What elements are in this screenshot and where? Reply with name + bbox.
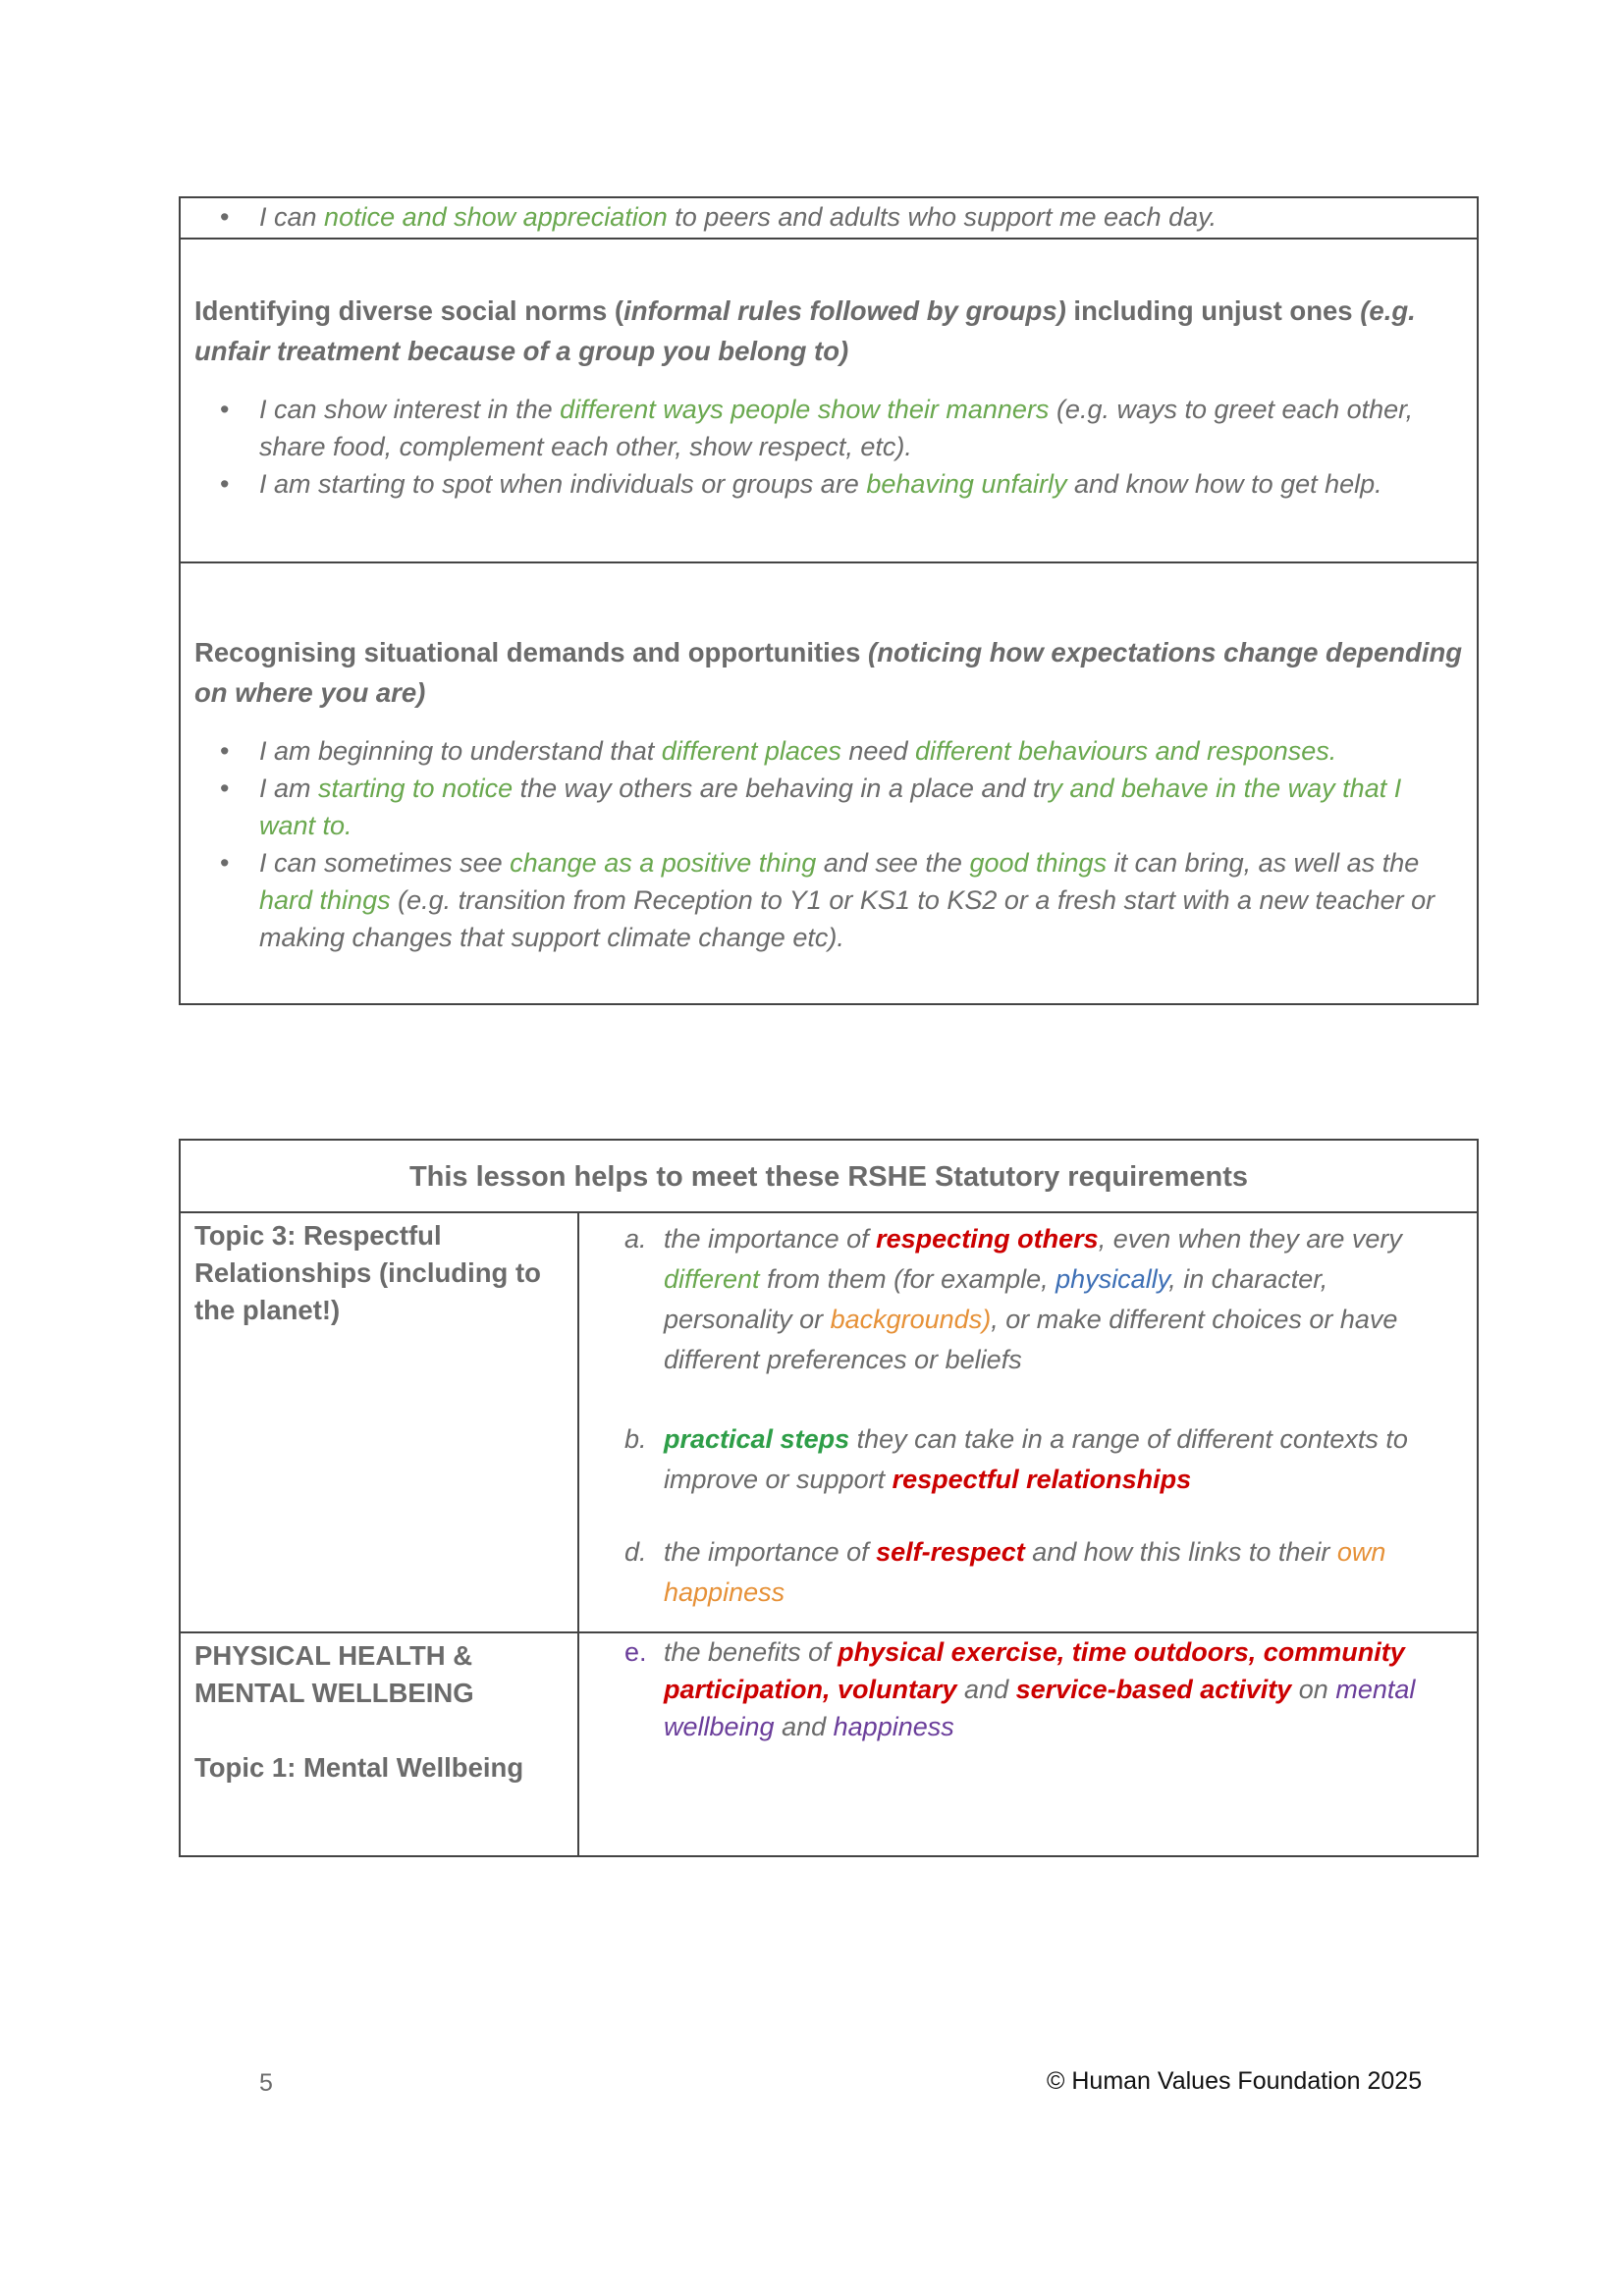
category-label: PHYSICAL HEALTH & MENTAL WELLBEING	[194, 1640, 474, 1708]
outcomes-row-social-norms	[181, 238, 1477, 561]
requirements-list	[579, 1633, 1477, 1855]
page-number: 5	[259, 2069, 273, 2097]
section-heading: Recognising situational demands and opportunities (noticing how expectations change depending on where you are)	[194, 637, 1463, 708]
requirements-title: This lesson helps to meet these RSHE Statutory requirements	[181, 1141, 1477, 1213]
bullet-list	[181, 198, 1477, 236]
bullet-list	[194, 732, 1463, 956]
list-item: • I am starting to spot when individuals or groups are behaving unfairly and know how to get help.	[259, 465, 1463, 503]
topic-label: Topic 3: Respectful Relationships (including to the planet!)	[181, 1213, 579, 1631]
list-item: • I can sometimes see change as a positive thing and see the good things it can bring, as well as the hard things (e.g. transition from Reception to Y1 or KS1 to KS2 or a fresh start with a new teacher or making changes that support climate change etc).	[259, 844, 1463, 956]
requirement-item-d: d. the importance of self-respect and how this links to their own happiness	[624, 1537, 1386, 1607]
requirement-item-e: e. the benefits of physical exercise, time outdoors, community participation, voluntary and service-based activity on mental wellbeing and happiness	[624, 1637, 1416, 1741]
requirements-table	[179, 1139, 1479, 1857]
requirements-list	[579, 1213, 1477, 1631]
requirement-item-a: a. the importance of respecting others, even when they are very different from them (for example, physically, in character, personality or backgrounds), or make different choices or have different preferences or beliefs	[624, 1224, 1402, 1374]
list-item: • I can notice and show appreciation to peers and adults who support me each day.	[259, 198, 1477, 236]
requirements-row-wellbeing	[181, 1633, 1477, 1855]
requirements-row-respectful-relationships	[181, 1213, 1477, 1633]
list-item: • I can show interest in the different ways people show their manners (e.g. ways to greet each other, share food, complement each other, show respect, etc).	[259, 391, 1463, 465]
topic-label	[181, 1633, 579, 1855]
requirement-item-b: b. practical steps they can take in a range of different contexts to improve or support respectful relationships	[624, 1424, 1408, 1494]
outcomes-row-situational	[181, 561, 1477, 1005]
topic-sub-label: Topic 1: Mental Wellbeing	[194, 1752, 524, 1783]
outcomes-table	[179, 196, 1479, 1005]
copyright-notice: © Human Values Foundation 2025	[1047, 2067, 1423, 2095]
outcomes-row-appreciation	[181, 198, 1477, 238]
bullet-list	[194, 391, 1463, 503]
list-item: • I am beginning to understand that different places need different behaviours and responses.	[259, 732, 1463, 770]
section-heading: Identifying diverse social norms (informal rules followed by groups) including unjust ones (e.g. unfair treatment because of a group you belong to)	[194, 295, 1416, 366]
list-item: • I am starting to notice the way others are behaving in a place and try and behave in the way that I want to.	[259, 770, 1463, 844]
